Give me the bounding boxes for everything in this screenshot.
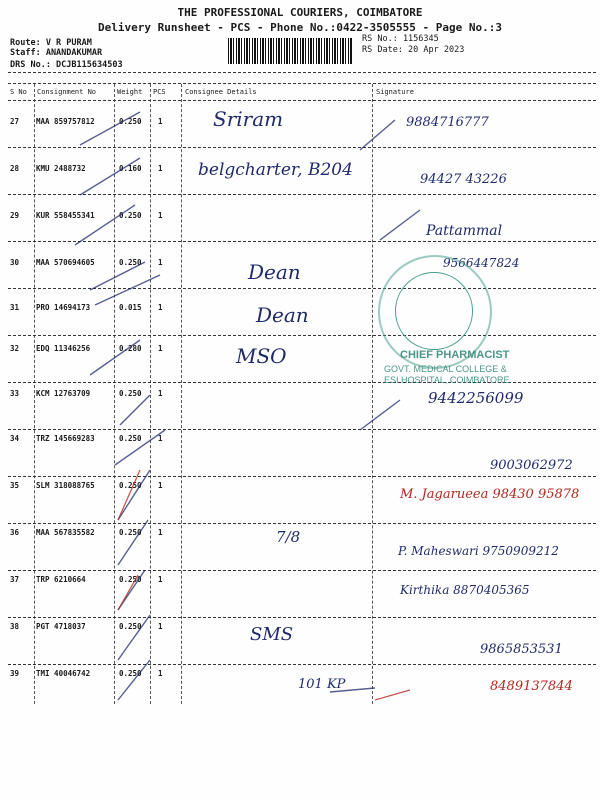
pcs: 1 [158, 211, 163, 220]
pcs: 1 [158, 575, 163, 584]
signature: 9884716777 [406, 115, 489, 130]
signature: P. Maheswari 9750909212 [398, 544, 559, 558]
consignee-handwriting: MSO [236, 344, 287, 368]
pcs: 1 [158, 117, 163, 126]
sno: 27 [10, 117, 20, 126]
pcs: 1 [158, 258, 163, 267]
weight: 0.250 [119, 389, 142, 398]
pcs: 1 [158, 164, 163, 173]
sno: 36 [10, 528, 20, 537]
sno: 37 [10, 575, 20, 584]
consignee-handwriting: 101 KP [298, 677, 346, 692]
signature: 9442256099 [428, 389, 524, 407]
weight: 0.250 [119, 258, 142, 267]
weight: 0.250 [119, 622, 142, 631]
signature: 8489137844 [490, 679, 573, 694]
rs-date: RS Date: 20 Apr 2023 [362, 45, 465, 55]
drs-number: DRS No.: DCJB115634503 [10, 60, 123, 70]
consignment-no: KCM 12763709 [36, 389, 91, 398]
stamp-line: ESI HOSPITAL, COIMBATORE [384, 375, 510, 385]
sno: 38 [10, 622, 20, 631]
sno: 28 [10, 164, 20, 173]
consignment-no: EDQ 11346256 [36, 344, 91, 353]
col-consignee: Consignee Details [185, 88, 257, 96]
sno: 39 [10, 669, 20, 678]
consignment-no: MAA 567835582 [36, 528, 95, 537]
weight: 0.160 [119, 164, 142, 173]
consignee-handwriting: Dean [248, 260, 301, 284]
col-sno: S No [10, 88, 27, 96]
signature: 9003062972 [490, 458, 573, 473]
consignment-no: MAA 859757812 [36, 117, 95, 126]
weight: 0.280 [119, 344, 142, 353]
company-title: THE PROFESSIONAL COURIERS, COIMBATORE [177, 6, 423, 19]
pcs: 1 [158, 528, 163, 537]
col-weight: Weight [117, 88, 143, 96]
staff-label: Staff: ANANDAKUMAR [10, 48, 103, 58]
sno: 29 [10, 211, 20, 220]
pcs: 1 [158, 481, 163, 490]
signature: 9566447824 [443, 256, 520, 270]
weight: 0.250 [119, 575, 142, 584]
sno: 31 [10, 303, 20, 312]
consignee-handwriting: Dean [256, 303, 309, 327]
pcs: 1 [158, 434, 163, 443]
pcs: 1 [158, 389, 163, 398]
weight: 0.015 [119, 303, 142, 312]
pcs: 1 [158, 669, 163, 678]
col-consignment: Consignment No [37, 88, 97, 96]
consignment-no: TRZ 145669283 [36, 434, 95, 443]
sno: 30 [10, 258, 20, 267]
consignment-no: MAA 570694605 [36, 258, 95, 267]
consignment-no: SLM 318088765 [36, 481, 95, 490]
signature: 94427 43226 [420, 172, 507, 187]
sno: 33 [10, 389, 20, 398]
weight: 0.250 [119, 211, 142, 220]
signature: M. Jagarueea 98430 95878 [400, 487, 580, 502]
signature: Kirthika 8870405365 [400, 583, 530, 597]
weight: 0.250 [119, 481, 142, 490]
signature: 9865853531 [480, 642, 563, 657]
consignment-no: TRP 6210664 [36, 575, 86, 584]
pcs: 1 [158, 622, 163, 631]
consignee-handwriting: belgcharter, B204 [198, 160, 353, 180]
pcs: 1 [158, 344, 163, 353]
consignee-handwriting: Sriram [213, 107, 284, 131]
weight: 0.250 [119, 528, 142, 537]
col-signature: Signature [376, 88, 414, 96]
consignment-no: KMU 2488732 [36, 164, 86, 173]
consignee-handwriting: 7/8 [276, 528, 301, 546]
runsheet-subtitle: Delivery Runsheet - PCS - Phone No.:0422-3505555 - Page No.:3 [98, 21, 502, 34]
consignment-no: KUR 558455341 [36, 211, 95, 220]
stamp-title: CHIEF PHARMACIST [400, 349, 510, 361]
rs-number: RS No.: 1156345 [362, 34, 439, 44]
consignee-handwriting: SMS [250, 624, 294, 645]
signature: Pattammal [426, 223, 503, 239]
consignment-no: PRO 14694173 [36, 303, 91, 312]
consignment-no: PGT 4718037 [36, 622, 86, 631]
sno: 32 [10, 344, 20, 353]
route-label: Route: V R PURAM [10, 38, 92, 48]
sno: 35 [10, 481, 20, 490]
weight: 0.250 [119, 117, 142, 126]
consignment-no: TMI 40046742 [36, 669, 91, 678]
sno: 34 [10, 434, 20, 443]
col-pcs: PCS [153, 88, 166, 96]
weight: 0.250 [119, 434, 142, 443]
weight: 0.250 [119, 669, 142, 678]
pcs: 1 [158, 303, 163, 312]
stamp-line: GOVT. MEDICAL COLLEGE & [384, 364, 507, 374]
